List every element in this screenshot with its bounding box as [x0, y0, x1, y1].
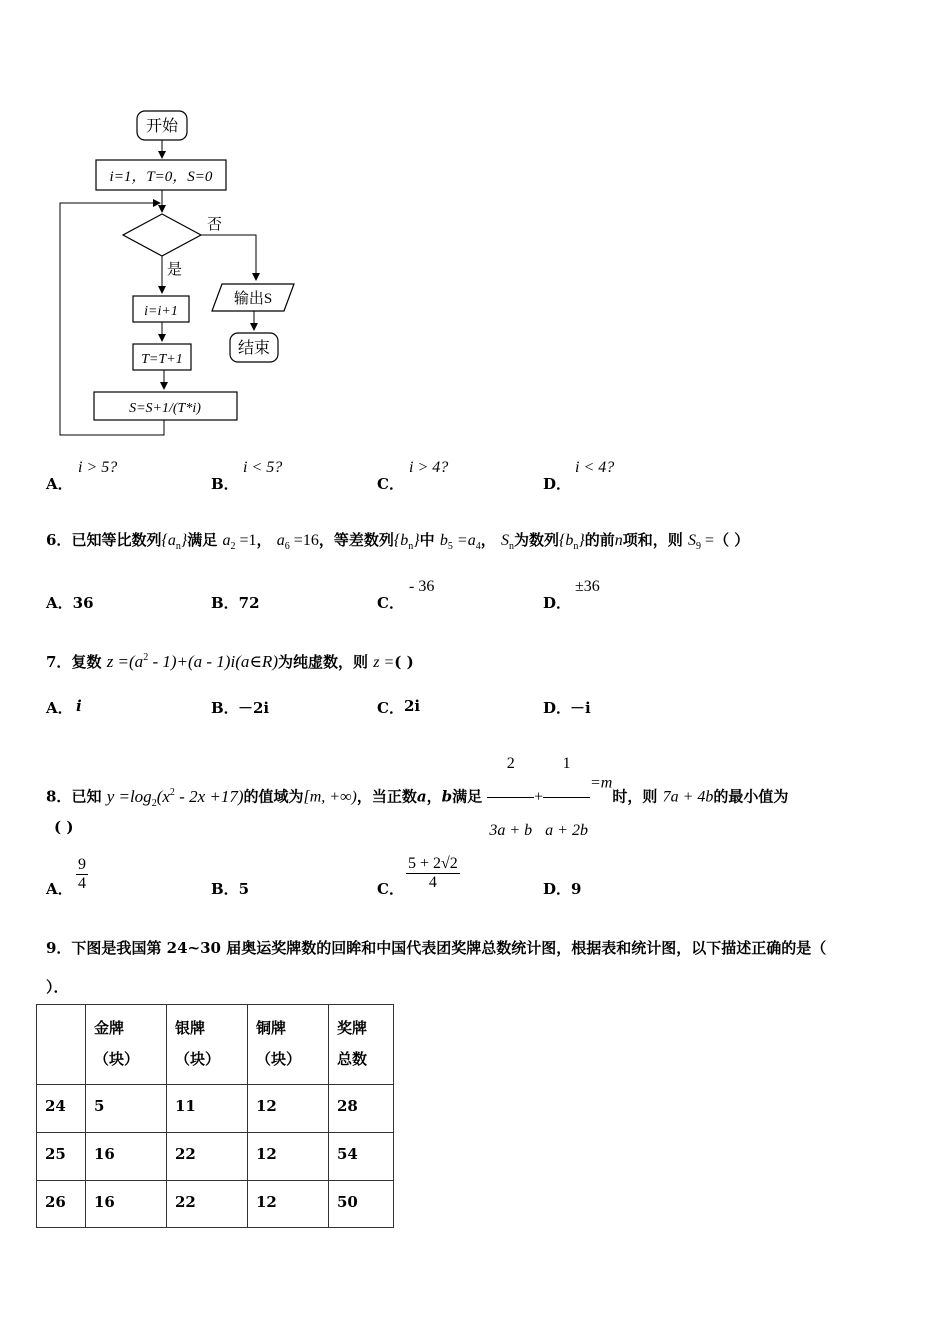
table-cell: 16 — [86, 1181, 167, 1228]
q7-text: ( ) — [394, 653, 414, 671]
q6-option-d-label[interactable]: D． — [543, 594, 572, 612]
q6-text: 为数列 — [513, 531, 559, 549]
table-header-cell — [329, 1005, 394, 1085]
decision-node — [123, 214, 201, 256]
q8-option-a-frac: 4 — [78, 875, 86, 892]
q8-option-a-frac: 9 — [78, 856, 86, 873]
q5-option-c-text: i > 4? — [409, 459, 449, 476]
step2-label: T=T+1 — [141, 352, 183, 367]
q6-math: 2 — [230, 541, 236, 552]
q8-math: a + 2b — [543, 797, 590, 864]
q8-math: 1 — [562, 755, 571, 772]
q6-question — [46, 518, 749, 569]
q8-question — [46, 731, 788, 864]
q8-plus: + — [534, 788, 544, 806]
table-header-cell — [167, 1005, 248, 1085]
table-cell: 26 — [37, 1181, 86, 1228]
q7-number: 7． — [46, 653, 72, 671]
table-cell: 50 — [329, 1181, 394, 1228]
q8-text: ， — [426, 787, 442, 806]
q7-math — [107, 652, 278, 671]
q7-math: z =(a — [106, 652, 144, 671]
q6-math: $\{b_n\}$ — [393, 532, 420, 552]
q6-text: 中 — [419, 531, 435, 549]
q8-math: 3a + b — [487, 797, 534, 864]
start-label: 开始 — [145, 118, 179, 135]
q8-text: 的值域为 — [243, 787, 304, 806]
table-cell: 25 — [37, 1133, 86, 1181]
q7-option-a-label[interactable]: A． — [46, 699, 73, 717]
q6-math: b — [439, 532, 448, 549]
q7-text: 复数 — [71, 653, 102, 671]
header-line: （块） — [256, 1050, 302, 1068]
q6-math: = — [701, 532, 715, 549]
q6-math: b — [400, 532, 409, 549]
q8-paren: ( ) — [54, 818, 74, 836]
q6-math: a — [167, 532, 176, 549]
table-cell: 22 — [167, 1133, 248, 1181]
q6-math: =a — [452, 532, 476, 549]
q8-option-c-frac: 5 + 2√2 — [408, 855, 458, 872]
end-label: 结束 — [237, 340, 271, 357]
q8-number: 8． — [46, 787, 72, 806]
step3-label: S=S+1/(T*i) — [129, 401, 201, 416]
q8-math: 7a + 4b — [662, 788, 714, 806]
table-header-cell — [86, 1005, 167, 1085]
header-line: 奖牌 — [337, 1019, 368, 1037]
q7-option-b-label[interactable]: B． — [211, 699, 239, 717]
table-cell: 22 — [167, 1181, 248, 1228]
q8-math — [106, 786, 244, 809]
medal-table — [36, 1004, 394, 1228]
step1-label: i=i+1 — [144, 304, 178, 319]
q6-math: 6 — [284, 541, 290, 552]
q5-option-a-label[interactable]: A． — [46, 475, 73, 493]
q6-text: （ ） — [714, 531, 750, 549]
q7-option-b-text: －2i — [238, 699, 270, 717]
q8-math: (x — [156, 786, 170, 806]
q6-text: ，等差数列 — [318, 531, 394, 549]
q7-option-d-label[interactable]: D． — [543, 699, 572, 717]
q8-math: [m, +∞) — [303, 788, 357, 806]
q6-math: 4 — [475, 541, 481, 552]
q6-option-d-text: ±36 — [575, 578, 600, 595]
q6-text: ， — [256, 531, 272, 549]
header-line: （块） — [175, 1050, 221, 1068]
q6-text: 的前 — [584, 531, 615, 549]
q6-text: 满足 — [187, 531, 218, 549]
yes-label: 是 — [167, 262, 183, 278]
q8-math: =m — [589, 774, 613, 792]
table-cell: 11 — [167, 1085, 248, 1133]
q8-math: 2 — [506, 755, 515, 772]
q6-math: b — [565, 532, 574, 549]
q6-math: n — [175, 541, 181, 552]
q7-option-c-text: 2i — [404, 697, 421, 715]
q5-option-d-label[interactable]: D． — [543, 475, 572, 493]
q8-option-c-frac — [406, 855, 460, 892]
q6-option-b[interactable]: B．72 — [211, 594, 260, 612]
q8-text: 的最小值为 — [713, 787, 789, 806]
q9-question-line2: ）． — [46, 978, 69, 996]
q8-option-d[interactable]: D．9 — [543, 880, 582, 898]
q8-option-a-frac — [76, 856, 88, 893]
q8-option-a-label[interactable]: A． — [46, 880, 73, 898]
q6-math: n — [508, 541, 514, 552]
table-cell: 28 — [329, 1085, 394, 1133]
q6-option-c-label[interactable]: C． — [377, 594, 404, 612]
q7-math: z = — [373, 654, 395, 671]
q6-math: 5 — [447, 541, 453, 552]
header-line: （块） — [94, 1050, 140, 1068]
q6-option-c-text: - 36 — [409, 578, 435, 595]
q7-option-c-label[interactable]: C． — [377, 699, 404, 717]
q8-math: 2 — [151, 797, 157, 809]
table-row — [37, 1085, 394, 1133]
table-row — [37, 1133, 394, 1181]
no-label: 否 — [207, 217, 223, 233]
q6-math: n — [408, 541, 414, 552]
q7-option-d-text: －i — [570, 699, 591, 717]
q7-question — [46, 640, 414, 681]
q8-option-b[interactable]: B．5 — [211, 880, 250, 898]
q6-math — [222, 532, 257, 552]
q8-text: 已知 — [71, 787, 102, 806]
table-cell: 24 — [37, 1085, 86, 1133]
header-line: 总数 — [337, 1050, 368, 1068]
q8-var: a — [416, 787, 427, 806]
q6-math: 9 — [696, 541, 702, 552]
q6-option-a[interactable]: A．36 — [46, 594, 94, 612]
q6-math: n — [614, 532, 623, 549]
q6-math: =1 — [235, 532, 257, 549]
table-cell: 12 — [248, 1181, 329, 1228]
table-cell: 16 — [86, 1133, 167, 1181]
q8-text: ，当正数 — [356, 787, 417, 806]
q5-option-c-label[interactable]: C． — [377, 475, 404, 493]
q5-option-b-text: i < 5? — [243, 459, 283, 476]
table-cell: 54 — [329, 1133, 394, 1181]
q6-number: 6． — [46, 531, 72, 549]
q9-question-line1: 9．下图是我国第 24~30 届奥运奖牌数的回眸和中国代表团奖牌总数统计图，根据表和统计图，以下描述正确的是（ — [46, 939, 827, 957]
q6-math — [500, 532, 514, 552]
q7-math: - 1)+(a - 1)i(a∈R) — [148, 652, 278, 671]
init-label: i=1，T=0，S=0 — [109, 169, 213, 185]
q8-option-c-frac: 4 — [406, 873, 460, 892]
q8-fraction — [543, 731, 590, 864]
q8-math: 2 — [169, 786, 175, 798]
q6-text: 项和，则 — [622, 531, 683, 549]
q6-math — [439, 532, 481, 552]
q7-text: 为纯虚数，则 — [277, 653, 368, 671]
q6-math: =16 — [289, 532, 319, 549]
q8-math: - 2x +17) — [174, 786, 244, 806]
q6-math: a — [276, 532, 285, 549]
header-line: 金牌 — [94, 1019, 125, 1037]
table-header-row — [37, 1005, 394, 1085]
q8-option-c-label[interactable]: C． — [377, 880, 404, 898]
q6-math: $\{b_n\}$ — [558, 532, 585, 552]
q6-math: S — [500, 532, 509, 549]
q6-text: 已知等比数列 — [71, 531, 162, 549]
q8-math: y =log — [106, 786, 152, 806]
table-header-cell — [37, 1005, 86, 1085]
q5-option-a-text: i > 5? — [78, 459, 118, 476]
q6-math: S — [688, 532, 697, 549]
q6-math: $\{a_n\}$ — [161, 532, 188, 552]
q7-math: 2 — [143, 652, 149, 663]
q8-text: 时，则 — [612, 787, 658, 806]
q5-option-b-label[interactable]: B． — [211, 475, 239, 493]
q8-var: b — [441, 787, 453, 806]
q7-option-a-text: i — [76, 697, 82, 715]
table-cell: 12 — [248, 1085, 329, 1133]
q6-text: ， — [480, 531, 496, 549]
q8-text: 满足 — [452, 787, 483, 806]
q6-math — [276, 532, 319, 552]
q6-math: a — [222, 532, 231, 549]
header-line: 银牌 — [175, 1019, 206, 1037]
output-label: 输出S — [233, 291, 273, 307]
flowchart — [0, 0, 320, 450]
header-line: 铜牌 — [256, 1019, 287, 1037]
q5-option-d-text: i < 4? — [575, 459, 615, 476]
q6-math: n — [573, 541, 579, 552]
q6-math — [688, 532, 715, 552]
table-row — [37, 1181, 394, 1228]
table-cell: 5 — [86, 1085, 167, 1133]
table-header-cell — [248, 1005, 329, 1085]
table-cell: 12 — [248, 1133, 329, 1181]
q8-fraction — [487, 731, 534, 864]
